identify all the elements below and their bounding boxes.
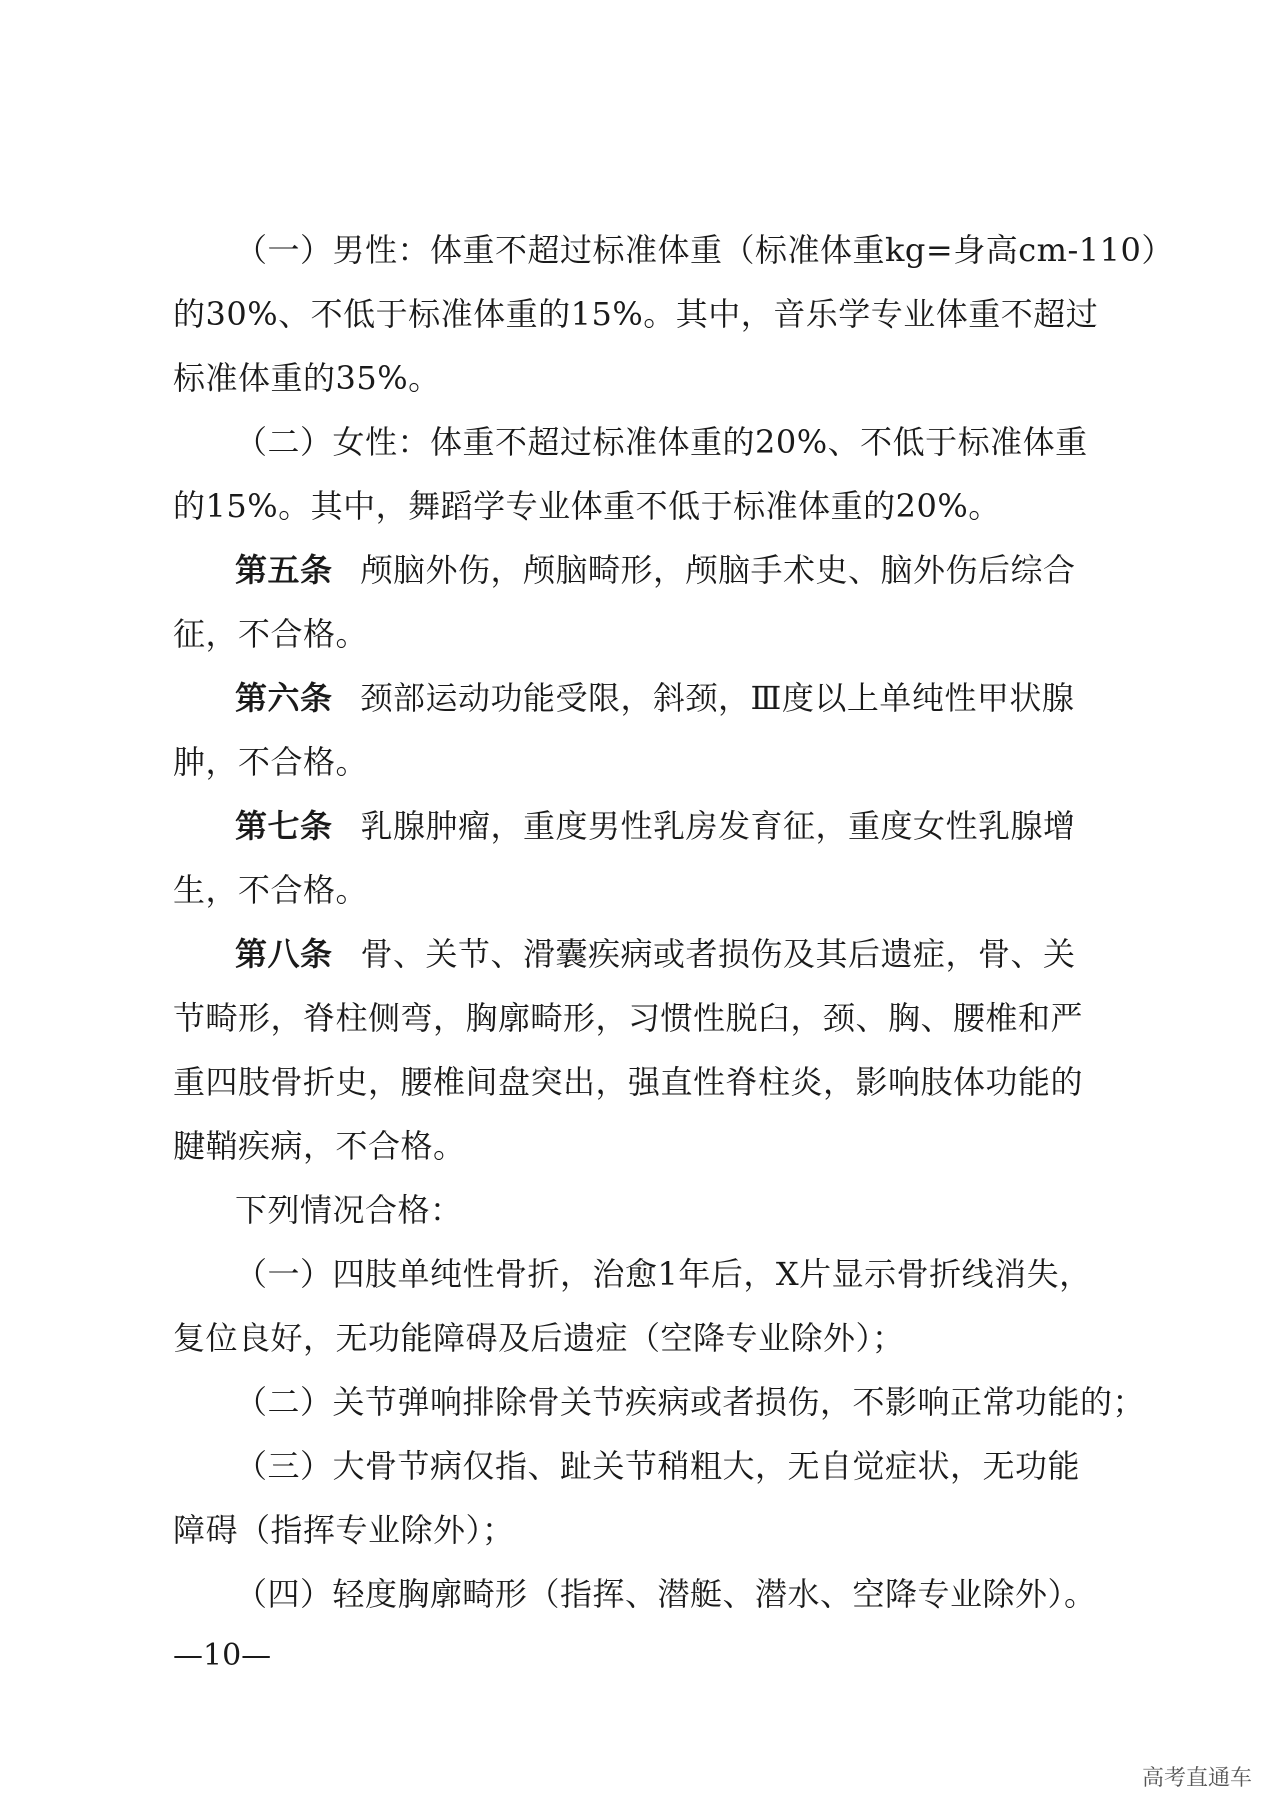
article-six-line [235,668,1074,728]
text-line-19: （二）关节弹响排除骨关节疾病或者损伤，不影响正常功能的； [235,1383,1146,1421]
text-line-17: （一）四肢单纯性骨折，治愈1年后，X片显示骨折线消失， [235,1255,1092,1293]
article-five-text: 颅脑外伤，颅脑畸形，颅脑手术史、脑外伤后综合 [360,551,1076,589]
page-number: —10— [173,1638,272,1673]
text-line-22: （四）轻度胸廓畸形（指挥、潜艇、潜水、空降专业除外）。 [235,1575,1097,1613]
article-six-text: 颈部运动功能受限，斜颈，Ⅲ度以上单纯性甲状腺 [360,679,1075,717]
article-eight-text: 骨、关节、滑囊疾病或者损伤及其后遗症，骨、关 [360,935,1076,973]
article-seven-text: 乳腺肿瘤，重度男性乳房发育征，重度女性乳腺增 [360,807,1076,845]
article-seven-line [235,796,1076,856]
text-line-7: 征，不合格。 [173,615,369,653]
text-line-14: 重四肢骨折史，腰椎间盘突出，强直性脊柱炎，影响肢体功能的 [173,1063,1084,1101]
text-line-11: 生，不合格。 [173,871,369,909]
article-seven-heading: 第七条 [235,807,333,845]
text-line-9: 肿，不合格。 [173,743,369,781]
text-line-16: 下列情况合格： [235,1191,463,1229]
text-line-20: （三）大骨节病仅指、趾关节稍粗大，无自觉症状，无功能 [235,1447,1081,1485]
article-eight-line [235,924,1076,984]
article-six-heading: 第六条 [235,679,333,717]
text-line-4: （二）女性：体重不超过标准体重的20%、不低于标准体重 [235,423,1088,461]
text-line-2: 的30%、不低于标准体重的15%。其中，音乐学专业体重不超过 [173,295,1099,333]
article-eight-heading: 第八条 [235,935,333,973]
text-line-5: 的15%。其中，舞蹈学专业体重不低于标准体重的20%。 [173,487,1001,525]
article-five-line [235,540,1076,600]
text-line-15: 腱鞘疾病，不合格。 [173,1127,466,1165]
watermark: 高考直通车 [1141,1766,1252,1791]
text-line-13: 节畸形，脊柱侧弯，胸廓畸形，习惯性脱臼，颈、胸、腰椎和严 [173,999,1084,1037]
text-line-18: 复位良好，无功能障碍及后遗症（空降专业除外）； [173,1319,905,1357]
text-line-3: 标准体重的35%。 [173,359,441,397]
article-five-heading: 第五条 [235,551,333,589]
text-line-1: （一）男性：体重不超过标准体重（标准体重kg=身高cm-110） [235,231,1174,269]
text-line-21: 障碍（指挥专业除外）； [173,1511,515,1549]
